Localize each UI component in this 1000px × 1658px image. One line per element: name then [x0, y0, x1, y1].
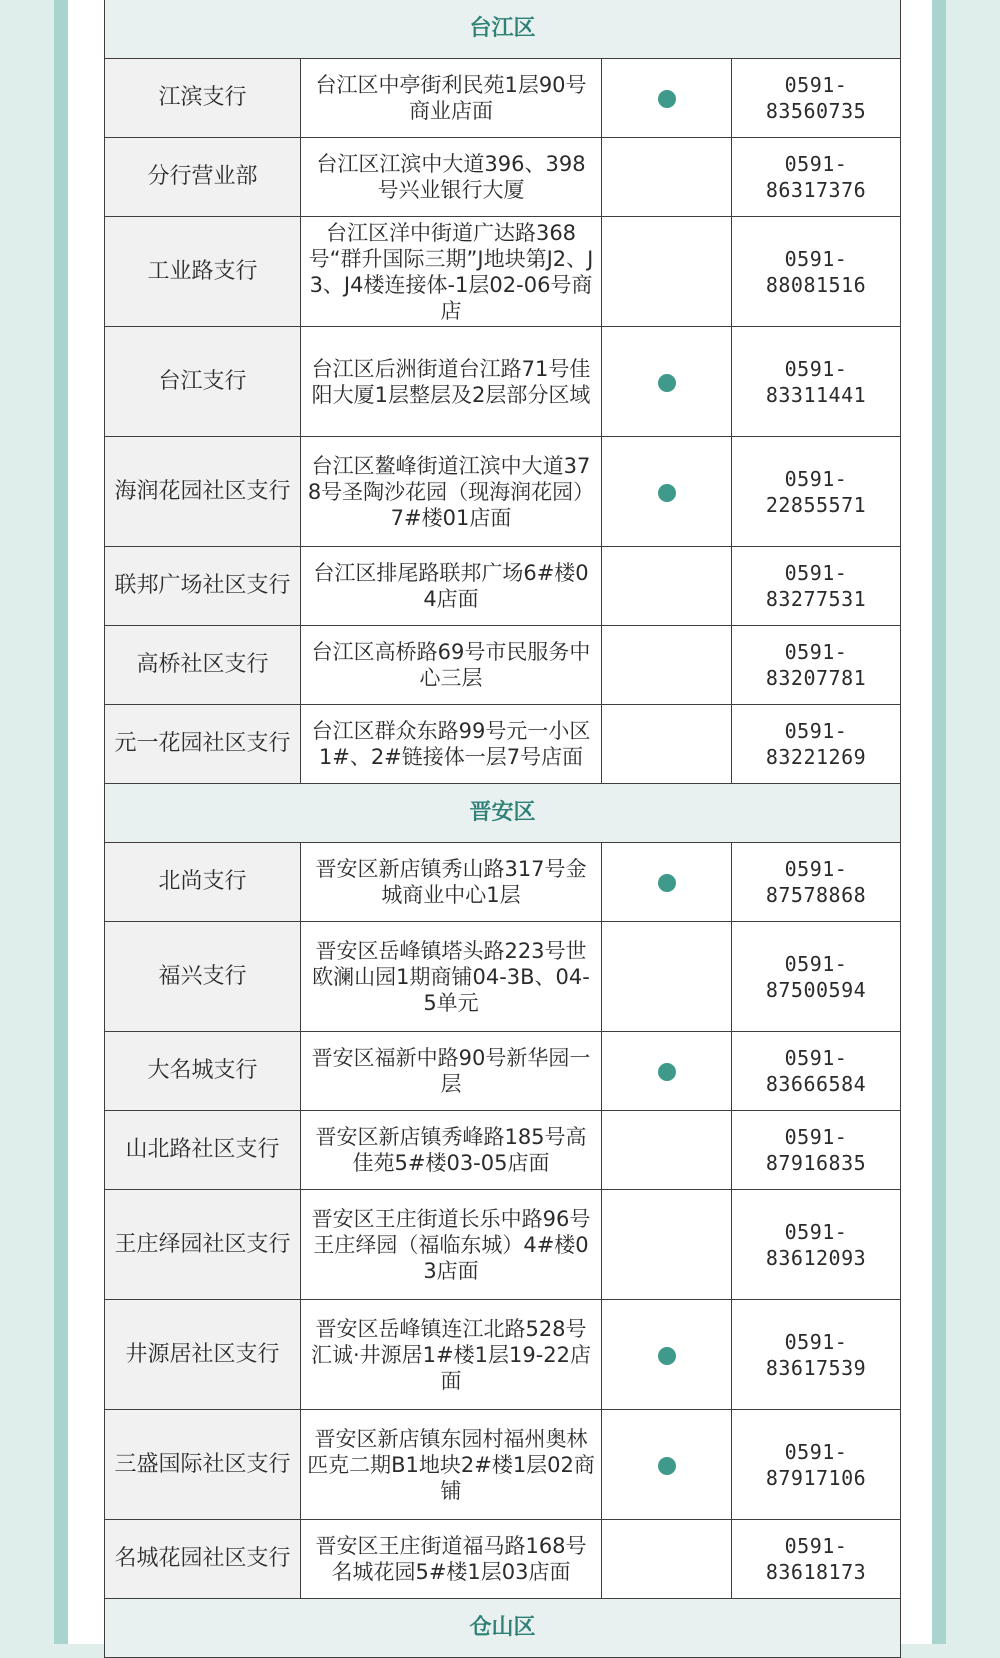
- branch-name: 元一花园社区支行: [105, 705, 301, 784]
- service-indicator-cell: [602, 843, 732, 922]
- branch-address: 晋安区岳峰镇连江北路528号汇诚·井源居1#楼1层19-22店面: [301, 1300, 602, 1410]
- district-name: 仓山区: [105, 1599, 901, 1658]
- service-indicator-cell: [602, 922, 732, 1032]
- branch-phone: 0591-87917106: [732, 1410, 901, 1520]
- branch-phone: 0591-83666584: [732, 1032, 901, 1111]
- service-dot-icon: [658, 374, 676, 392]
- branch-name: 北尚支行: [105, 843, 301, 922]
- service-indicator-cell: [602, 1300, 732, 1410]
- table-row: [105, 437, 901, 547]
- branch-address: 晋安区王庄街道长乐中路96号王庄绎园（福临东城）4#楼03店面: [301, 1190, 602, 1300]
- branch-phone: 0591-87578868: [732, 843, 901, 922]
- service-dot-icon: [658, 874, 676, 892]
- branch-address: 晋安区福新中路90号新华园一层: [301, 1032, 602, 1111]
- service-indicator-cell: [602, 626, 732, 705]
- branch-name: 台江支行: [105, 327, 301, 437]
- table-row: [105, 1300, 901, 1410]
- branch-name: 大名城支行: [105, 1032, 301, 1111]
- branch-address: 台江区高桥路69号市民服务中心三层: [301, 626, 602, 705]
- table-row: [105, 1410, 901, 1520]
- service-indicator-cell: [602, 327, 732, 437]
- table-row: [105, 547, 901, 626]
- district-name: 晋安区: [105, 784, 901, 843]
- service-indicator-cell: [602, 1410, 732, 1520]
- table-row: [105, 1520, 901, 1599]
- branch-address: 晋安区王庄街道福马路168号名城花园5#楼1层03店面: [301, 1520, 602, 1599]
- branch-name: 联邦广场社区支行: [105, 547, 301, 626]
- branch-address: 晋安区新店镇东园村福州奥林匹克二期B1地块2#楼1层02商铺: [301, 1410, 602, 1520]
- branch-phone: 0591-87916835: [732, 1111, 901, 1190]
- branch-name: 工业路支行: [105, 217, 301, 327]
- branch-name: 海润花园社区支行: [105, 437, 301, 547]
- branch-address: 台江区鳌峰街道江滨中大道378号圣陶沙花园（现海润花园）7#楼01店面: [301, 437, 602, 547]
- branch-phone: 0591-83612093: [732, 1190, 901, 1300]
- branch-table: [104, 0, 901, 1658]
- service-indicator-cell: [602, 547, 732, 626]
- table-row: [105, 1032, 901, 1111]
- table-row: [105, 843, 901, 922]
- table-row: [105, 626, 901, 705]
- service-indicator-cell: [602, 217, 732, 327]
- branch-name: 三盛国际社区支行: [105, 1410, 301, 1520]
- district-header-row: [105, 1599, 901, 1658]
- branch-address: 晋安区新店镇秀峰路185号高佳苑5#楼03-05店面: [301, 1111, 602, 1190]
- table-row: [105, 1190, 901, 1300]
- service-dot-icon: [658, 90, 676, 108]
- service-indicator-cell: [602, 1190, 732, 1300]
- service-indicator-cell: [602, 437, 732, 547]
- branch-name: 江滨支行: [105, 59, 301, 138]
- service-dot-icon: [658, 1063, 676, 1081]
- branch-phone: 0591-83311441: [732, 327, 901, 437]
- table-row: [105, 327, 901, 437]
- branch-name: 名城花园社区支行: [105, 1520, 301, 1599]
- service-dot-icon: [658, 484, 676, 502]
- branch-address: 台江区后洲街道台江路71号佳阳大厦1层整层及2层部分区域: [301, 327, 602, 437]
- branch-phone: 0591-83617539: [732, 1300, 901, 1410]
- branch-name: 山北路社区支行: [105, 1111, 301, 1190]
- table-row: [105, 705, 901, 784]
- branch-phone: 0591-83560735: [732, 59, 901, 138]
- branch-address: 台江区中亭街利民苑1层90号商业店面: [301, 59, 602, 138]
- branch-phone: 0591-83618173: [732, 1520, 901, 1599]
- branch-phone: 0591-83207781: [732, 626, 901, 705]
- branch-phone: 0591-22855571: [732, 437, 901, 547]
- service-dot-icon: [658, 1457, 676, 1475]
- table-row: [105, 217, 901, 327]
- service-indicator-cell: [602, 1520, 732, 1599]
- branch-name: 分行营业部: [105, 138, 301, 217]
- branch-phone: 0591-83277531: [732, 547, 901, 626]
- branch-address: 台江区群众东路99号元一小区1#、2#链接体一层7号店面: [301, 705, 602, 784]
- service-indicator-cell: [602, 59, 732, 138]
- table-row: [105, 59, 901, 138]
- branch-name: 福兴支行: [105, 922, 301, 1032]
- table-row: [105, 138, 901, 217]
- branch-phone: 0591-83221269: [732, 705, 901, 784]
- district-header-row: [105, 784, 901, 843]
- branch-address: 台江区洋中街道广达路368号“群升国际三期”J地块第J2、J3、J4楼连接体-1层02-06号商店: [301, 217, 602, 327]
- branch-phone: 0591-88081516: [732, 217, 901, 327]
- branch-name: 井源居社区支行: [105, 1300, 301, 1410]
- branch-address: 台江区江滨中大道396、398号兴业银行大厦: [301, 138, 602, 217]
- table-row: [105, 922, 901, 1032]
- district-header-row: [105, 0, 901, 59]
- branch-phone: 0591-87500594: [732, 922, 901, 1032]
- branch-address: 晋安区新店镇秀山路317号金城商业中心1层: [301, 843, 602, 922]
- district-name: 台江区: [105, 0, 901, 59]
- branch-address: 晋安区岳峰镇塔头路223号世欧澜山园1期商铺04-3B、04-5单元: [301, 922, 602, 1032]
- branch-name: 王庄绎园社区支行: [105, 1190, 301, 1300]
- service-indicator-cell: [602, 138, 732, 217]
- service-dot-icon: [658, 1347, 676, 1365]
- table-row: [105, 1111, 901, 1190]
- branch-name: 高桥社区支行: [105, 626, 301, 705]
- service-indicator-cell: [602, 705, 732, 784]
- branch-address: 台江区排尾路联邦广场6#楼04店面: [301, 547, 602, 626]
- service-indicator-cell: [602, 1032, 732, 1111]
- branch-phone: 0591-86317376: [732, 138, 901, 217]
- service-indicator-cell: [602, 1111, 732, 1190]
